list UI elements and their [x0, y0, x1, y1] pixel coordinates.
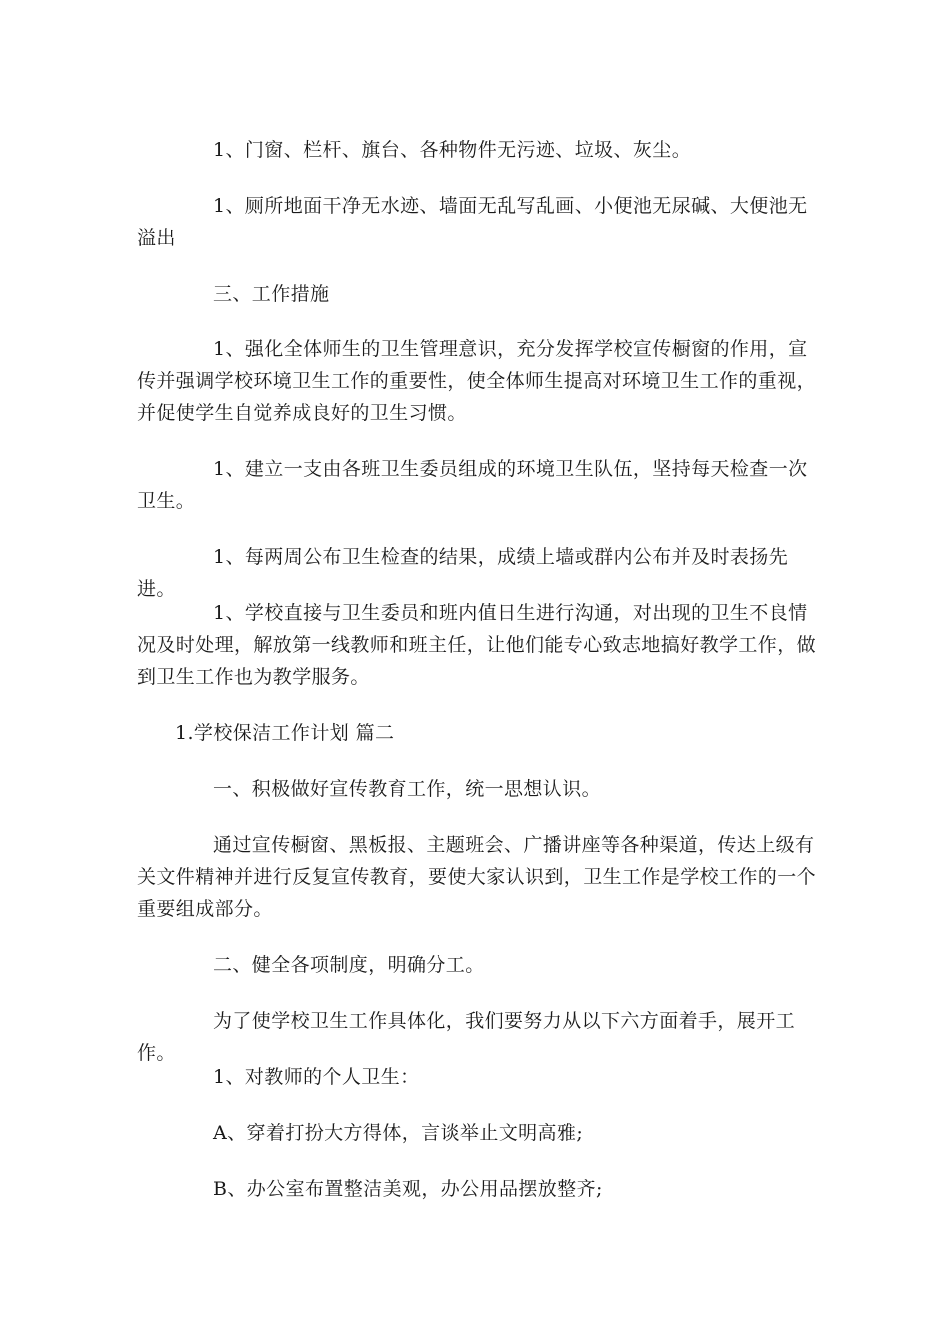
list-item: 1、对教师的个人卫生： — [213, 1066, 420, 1088]
section-heading: 三、工作措施 — [213, 283, 330, 305]
section-title: 1.学校保洁工作计划 篇二 — [175, 722, 395, 744]
paragraph: 通过宣传橱窗、黑板报、主题班会、广播讲座等各种渠道，传达上级有关文件精神并进行反复宣传教育，要使大家认识到，卫生工作是学校工作的一个重要组成部分。 — [137, 834, 817, 920]
paragraph: 1、每两周公布卫生检查的结果，成绩上墙或群内公布并及时表扬先进。 — [137, 546, 789, 600]
paragraph: 1、厕所地面干净无水迹、墙面无乱写乱画、小便池无尿碱、大便池无溢出 — [137, 195, 808, 249]
paragraph: 1、建立一支由各班卫生委员组成的环境卫生队伍，坚持每天检查一次卫生。 — [137, 458, 808, 512]
paragraph: 1、门窗、栏杆、旗台、各种物件无污迹、垃圾、灰尘。 — [213, 139, 692, 161]
list-item: A、穿着打扮大方得体，言谈举止文明高雅; — [213, 1122, 584, 1144]
paragraph: 1、学校直接与卫生委员和班内值日生进行沟通，对出现的卫生不良情况及时处理，解放第一线教师和班主任，让他们能专心致志地搞好教学工作，做到卫生工作也为教学服务。 — [137, 602, 817, 688]
section-heading: 二、健全各项制度，明确分工。 — [213, 954, 485, 976]
section-heading: 一、积极做好宣传教育工作，统一思想认识。 — [213, 778, 602, 800]
paragraph: 1、强化全体师生的卫生管理意识，充分发挥学校宣传橱窗的作用，宣传并强调学校环境卫生工作的重要性，使全体师生提高对环境卫生工作的重视，并促使学生自觉养成良好的卫生习惯。 — [137, 338, 817, 424]
list-item: B、办公室布置整洁美观，办公用品摆放整齐; — [213, 1178, 603, 1200]
paragraph: 为了使学校卫生工作具体化，我们要努力从以下六方面着手，展开工作。 — [137, 1010, 796, 1064]
